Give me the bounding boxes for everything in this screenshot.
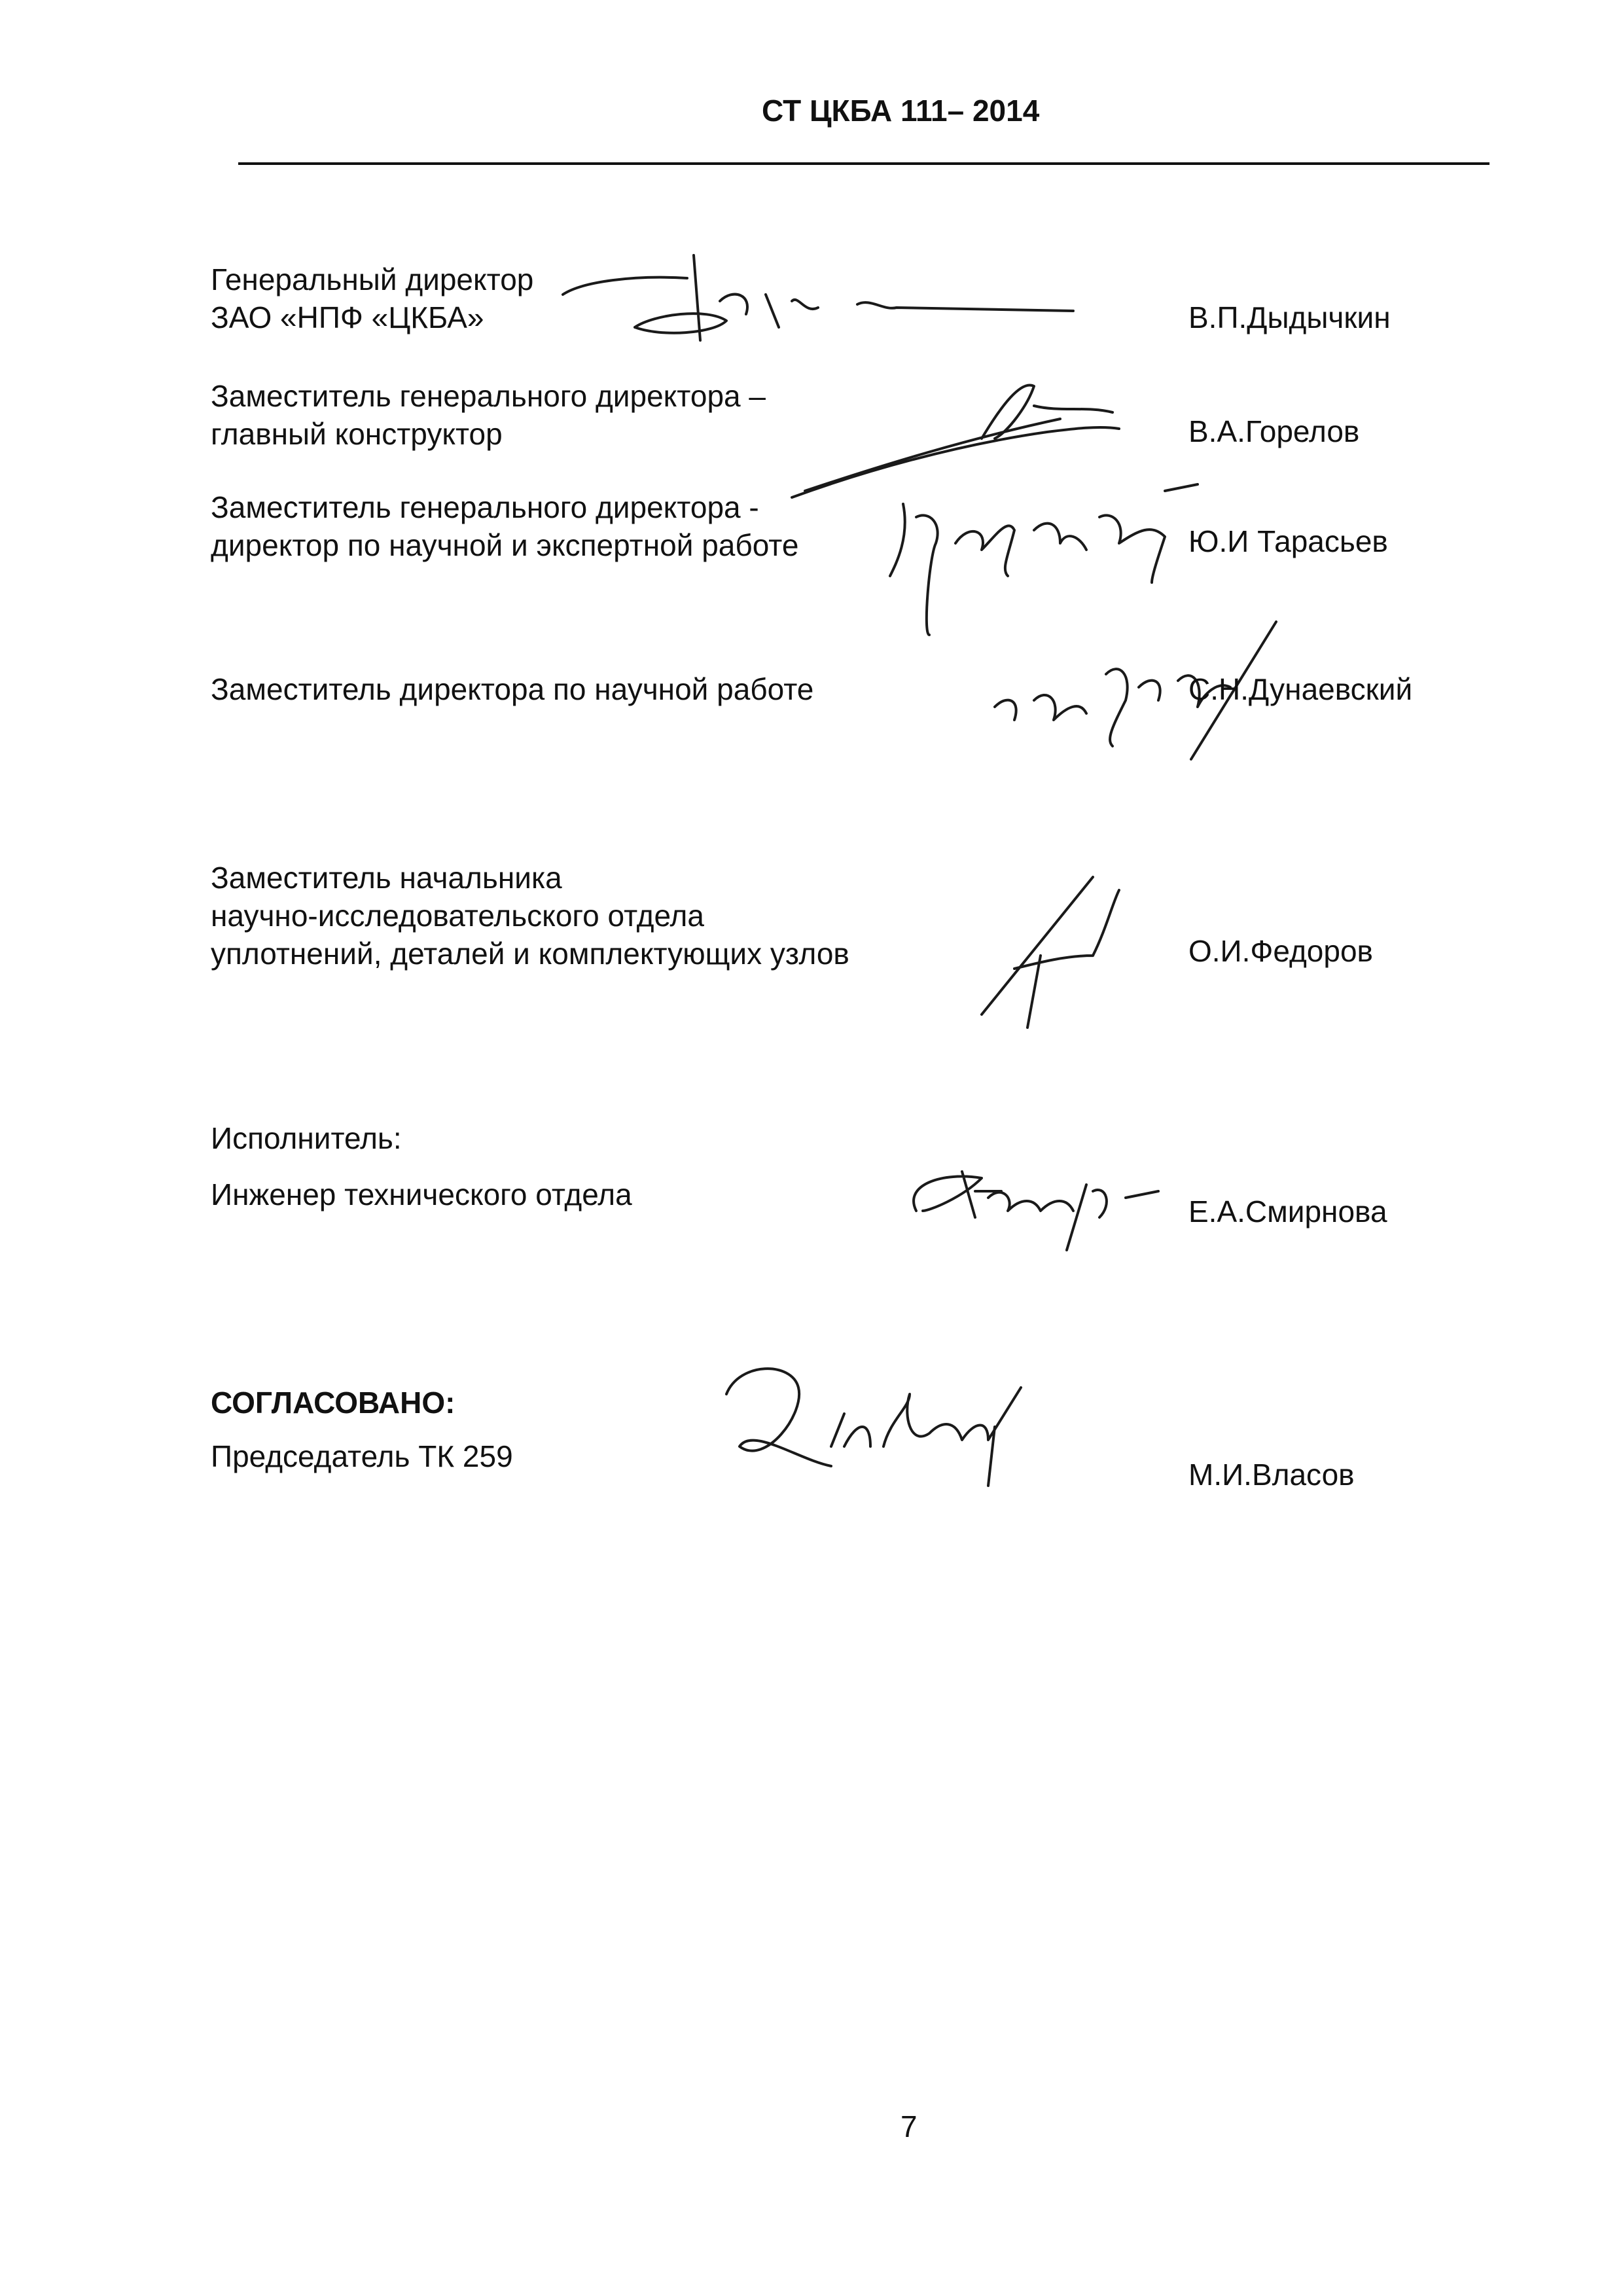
signature-approval xyxy=(713,1348,1027,1499)
executor-position: Инженер технического отдела xyxy=(211,1177,632,1211)
executor-heading: Исполнитель: xyxy=(211,1121,402,1155)
signature-executor xyxy=(903,1145,1165,1270)
position-line: уплотнений, деталей и комплектующих узлов xyxy=(211,937,849,971)
approval-heading: СОГЛАСОВАНО: xyxy=(211,1386,455,1420)
position-line: Генеральный директор xyxy=(211,262,534,296)
executor-name: Е.А.Смирнова xyxy=(1188,1194,1387,1229)
position-line: Заместитель директора по научной работе xyxy=(211,672,814,706)
signatory-2-name: В.А.Горелов xyxy=(1188,414,1360,448)
signature-5 xyxy=(975,864,1139,1034)
position-line: директор по научной и экспертной работе xyxy=(211,528,799,562)
signatory-1-position xyxy=(211,260,533,336)
signatory-3-name: Ю.И Тарасьев xyxy=(1188,524,1388,558)
signatory-4-position xyxy=(211,670,813,708)
signatory-4-name: С.Н.Дунаевский xyxy=(1188,672,1413,706)
position-line: главный конструктор xyxy=(211,417,503,451)
document-code: СТ ЦКБА 111– 2014 xyxy=(762,94,1040,128)
signature-1 xyxy=(556,249,1080,353)
header-rule xyxy=(238,162,1489,165)
signatory-2-position xyxy=(211,377,766,453)
position-line: Заместитель генерального директора - xyxy=(211,490,759,524)
signatory-3-position xyxy=(211,488,798,564)
approval-name: М.И.Власов xyxy=(1188,1458,1355,1492)
page-number: 7 xyxy=(901,2109,918,2144)
position-line: Заместитель начальника xyxy=(211,861,562,895)
signatory-5-position xyxy=(211,859,849,973)
approval-position: Председатель ТК 259 xyxy=(211,1439,513,1473)
position-line: Заместитель генерального директора – xyxy=(211,379,766,413)
position-line: научно-исследовательского отдела xyxy=(211,899,704,933)
signatory-1-name: В.П.Дыдычкин xyxy=(1188,300,1391,334)
position-line: ЗАО «НПФ «ЦКБА» xyxy=(211,300,484,334)
signatory-5-name: О.И.Федоров xyxy=(1188,934,1373,968)
